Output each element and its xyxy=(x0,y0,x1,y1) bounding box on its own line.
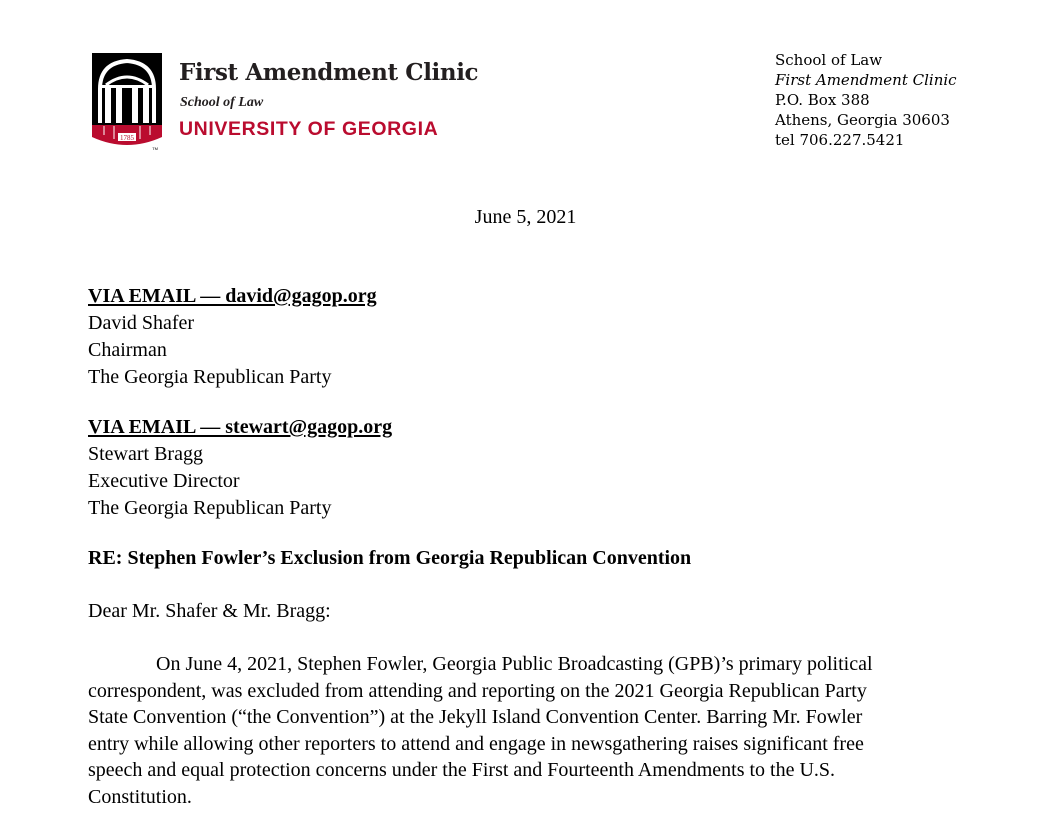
subject-line: RE: Stephen Fowler’s Exclusion from Georgia Republican Convention xyxy=(88,547,692,569)
university-name: UNIVERSITY OF GEORGIA xyxy=(179,118,439,140)
address-line: Athens, Georgia 30603 xyxy=(775,111,950,129)
via-email-line: VIA EMAIL — stewart@gagop.org xyxy=(88,416,393,438)
logo-year: 1785 xyxy=(120,134,134,142)
letter-date: June 5, 2021 xyxy=(474,206,577,228)
logo-trademark: TM xyxy=(152,146,158,151)
recipient-org: The Georgia Republican Party xyxy=(88,366,332,388)
recipient-title: Chairman xyxy=(88,339,167,361)
recipient-block xyxy=(88,414,392,522)
paragraph-line: entry while allowing other reporters to attend and engage in newsgathering raises significant free xyxy=(88,732,864,755)
via-email-line: VIA EMAIL — david@gagop.org xyxy=(88,285,377,307)
recipient-org: The Georgia Republican Party xyxy=(88,497,332,519)
paragraph-line: On June 4, 2021, Stephen Fowler, Georgia Public Broadcasting (GPB)’s primary political xyxy=(156,653,873,675)
recipient-title: Executive Director xyxy=(88,470,240,492)
paragraph-line: speech and equal protection concerns under the First and Fourteenth Amendments to the U.S. xyxy=(88,759,836,781)
body-paragraph xyxy=(88,651,988,810)
address-line: First Amendment Clinic xyxy=(775,71,957,89)
paragraph-line: State Convention (“the Convention”) at the Jekyll Island Convention Center. Barring Mr. Fowler xyxy=(88,706,863,728)
school-name: School of Law xyxy=(180,95,264,110)
address-line: P.O. Box 388 xyxy=(775,91,870,109)
recipient-name: Stewart Bragg xyxy=(88,443,203,465)
clinic-name: First Amendment Clinic xyxy=(179,59,479,86)
salutation: Dear Mr. Shafer & Mr. Bragg: xyxy=(88,600,331,622)
recipient-name: David Shafer xyxy=(88,312,195,334)
return-address xyxy=(775,50,957,150)
address-line: School of Law xyxy=(775,51,883,69)
recipient-block xyxy=(88,283,377,391)
uga-arch-logo xyxy=(92,53,162,151)
paragraph-line: correspondent, was excluded from attending and reporting on the 2021 Georgia Republican Party xyxy=(88,679,867,702)
phone-line: tel 706.227.5421 xyxy=(775,131,905,149)
paragraph-line: Constitution. xyxy=(88,785,192,808)
arch-logo-graphic xyxy=(92,53,162,151)
